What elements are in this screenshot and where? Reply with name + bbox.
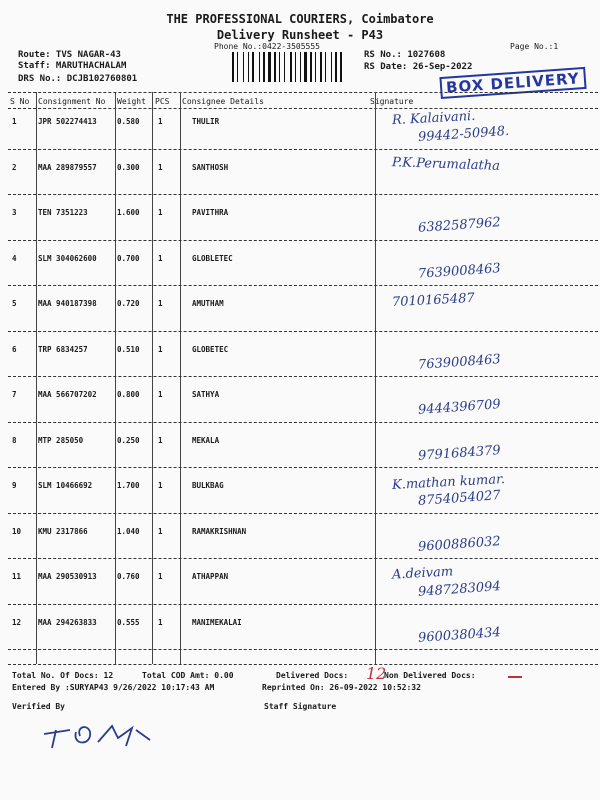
row-sno: 12 [12,617,22,627]
row-sno: 1 [12,117,17,126]
total-cod: Total COD Amt: 0.00 [142,671,234,680]
row-pcs: 1 [158,617,163,627]
row-sno: 10 [12,526,22,536]
row-weight: 0.300 [117,162,140,172]
non-delivered-dash [508,676,522,678]
row-divider [8,149,598,150]
row-consignment: TEN 7351223 [38,208,88,217]
row-weight: 0.700 [117,253,140,263]
barcode-bar [313,52,314,82]
barcode-bar [300,52,301,82]
row-weight: 0.510 [117,344,140,354]
row-sno: 5 [12,299,17,308]
barcode-bar [327,52,330,82]
row-divider [8,422,598,423]
row-pcs: 1 [158,299,163,308]
barcode-bar [331,52,332,82]
row-weight: 0.250 [117,435,140,445]
col-weight: Weight [117,97,146,106]
row-consignee: GLOBETEC [192,344,229,354]
barcode-bar [266,52,267,82]
barcode [232,52,354,82]
barcode-bar [293,52,294,82]
barcode-bar [302,52,303,82]
barcode-bar [252,52,254,82]
barcode-bar [340,52,342,82]
page-number: Page No.:1 [510,42,559,51]
barcode-bar [308,52,309,82]
row-consignee: ATHAPPAN [192,572,229,581]
box-delivery-stamp: BOX DELIVERY [439,67,586,99]
row-weight: 1.040 [117,526,140,536]
row-signature-phone: 9791684379 [417,442,502,464]
col-line [180,92,181,664]
delivered-count-handwritten: 12 [366,664,387,683]
company-title: THE PROFESSIONAL COURIERS, Coimbatore [166,12,434,26]
barcode-bar [250,52,251,82]
row-weight: 0.760 [117,572,140,581]
barcode-bar [248,52,249,82]
barcode-bar [261,52,262,82]
row-divider [8,376,598,377]
row-consignee: RAMAKRISHNAN [192,526,247,536]
row-pcs: 1 [158,526,163,536]
row-signature-phone: 9600886032 [417,533,502,555]
runsheet-title: Delivery Runsheet - P43 [216,28,384,42]
barcode-bar [232,52,234,82]
row-signature-phone: 9600380434 [417,624,502,646]
row-consignment: MAA 566707202 [38,390,97,399]
row-divider [8,240,598,241]
row-weight: 0.720 [117,299,140,308]
row-pcs: 1 [158,117,163,126]
row-signature-name: 7010165487 [391,290,476,311]
row-divider [8,604,598,605]
col-sno: S No [10,97,30,106]
row-signature-name: R. Kalaivani. [391,108,476,129]
col-line [36,92,37,664]
route: Route: TVS NAGAR-43 [18,50,121,60]
row-divider [8,649,598,650]
barcode-bar [315,52,316,82]
row-weight: 0.580 [117,117,140,126]
row-consignee: PAVITHRA [192,208,229,217]
rs-date: RS Date: 26-Sep-2022 [364,62,473,72]
row-weight: 1.600 [117,208,140,217]
row-consignment: SLM 304062600 [38,253,97,263]
row-divider [8,194,598,195]
row-signature-phone: 6382587962 [417,215,502,236]
row-consignment: MAA 289879557 [38,162,97,172]
header-divider-top [8,92,598,93]
row-consignment: MTP 285050 [38,435,84,445]
row-signature-name: K.mathan kumar. [391,472,506,493]
barcode-bar [235,52,236,82]
footer-divider [8,664,598,665]
row-divider [8,513,598,514]
barcode-bar [239,52,242,82]
barcode-bar [259,52,260,82]
drs-number: DRS No.: DCJB102760801 [18,74,138,84]
row-signature-phone: 8754054027 [417,488,502,509]
barcode-bar [320,52,322,82]
barcode-bar [284,52,285,82]
row-sno: 6 [12,344,17,354]
row-divider [8,331,598,332]
row-weight: 0.555 [117,617,140,627]
barcode-bar [304,52,307,82]
row-pcs: 1 [158,435,163,445]
barcode-bar [272,52,273,82]
delivered-docs: Delivered Docs: [276,671,349,680]
row-signature-name: P.K.Perumalatha [391,154,501,174]
row-divider [8,467,598,468]
rs-number: RS No.: 1027608 [364,50,446,60]
row-consignment: KMU 2317866 [38,526,88,536]
verifier-signature [40,712,170,752]
barcode-bar [297,52,299,82]
barcode-bar [268,52,271,82]
row-signature-phone: 99442-50948. [417,123,510,146]
barcode-bar [323,52,324,82]
barcode-bar [325,52,326,82]
barcode-bar [245,52,247,82]
row-weight: 1.700 [117,481,140,490]
barcode-bar [263,52,265,82]
col-consignment: Consignment No [38,97,106,106]
row-consignee: MANIMEKALAI [192,617,242,627]
row-divider [8,558,598,559]
row-consignment: MAA 294263833 [38,617,97,627]
row-signature-phone: 7639008463 [417,351,502,373]
barcode-bar [277,52,278,82]
barcode-bar [274,52,276,82]
row-sno: 2 [12,162,17,172]
row-consignee: GLOBLETEC [192,253,233,263]
row-consignee: SANTHOSH [192,162,229,172]
col-line [152,92,153,664]
row-consignee: AMUTHAM [192,299,224,308]
row-signature-phone: 9487283094 [417,579,502,600]
barcode-bar [281,52,283,82]
staff-signature-label: Staff Signature [264,702,337,711]
barcode-bar [286,52,289,82]
row-pcs: 1 [158,390,163,399]
row-consignment: SLM 10466692 [38,481,93,490]
row-sno: 4 [12,253,17,263]
row-weight: 0.800 [117,390,140,399]
row-consignment: TRP 6834257 [38,344,88,354]
barcode-bar [243,52,244,82]
row-sno: 11 [12,572,22,581]
row-sno: 8 [12,435,17,445]
barcode-bar [290,52,292,82]
barcode-bar [295,52,296,82]
col-consignee: Consignee Details [182,97,264,106]
row-pcs: 1 [158,162,163,172]
row-sno: 9 [12,481,17,490]
row-pcs: 1 [158,344,163,354]
row-sno: 7 [12,390,17,399]
col-line [375,92,376,664]
barcode-bar [279,52,280,82]
staff: Staff: MARUTHACHALAM [18,61,127,71]
row-consignee: MEKALA [192,435,220,445]
row-pcs: 1 [158,572,163,581]
verified-by: Verified By [12,702,65,711]
barcode-bar [310,52,312,82]
barcode-bar [317,52,319,82]
row-consignee: BULKBAG [192,481,224,490]
col-signature: Signature [370,97,414,106]
barcode-bar [237,52,238,82]
row-divider [8,285,598,286]
total-docs: Total No. Of Docs: 12 [12,671,114,680]
barcode-bar [338,52,339,82]
non-delivered-docs: Non Delivered Docs: [384,671,476,680]
header-divider-bottom [8,108,598,109]
barcode-bar [335,52,337,82]
row-signature-name: A.deivam [391,564,454,583]
col-pcs: PCS [155,97,170,106]
phone-number: Phone No.:0422-3505555 [214,42,320,51]
reprinted-on: Reprinted On: 26-09-2022 10:52:32 [262,683,421,692]
barcode-bar [255,52,258,82]
row-pcs: 1 [158,481,163,490]
entered-by: Entered By :SURYAP43 9/26/2022 10:17:43 AM [12,683,215,692]
row-pcs: 1 [158,253,163,263]
row-consignment: JPR 502274413 [38,117,97,126]
row-signature-phone: 9444396709 [417,397,502,418]
row-signature-phone: 7639008463 [417,260,502,282]
row-consignment: MAA 940187398 [38,299,97,308]
row-consignee: THULIR [192,117,220,126]
barcode-bar [333,52,334,82]
row-sno: 3 [12,208,17,217]
row-consignment: MAA 290530913 [38,572,97,581]
col-line [115,92,116,664]
row-consignee: SATHYA [192,390,220,399]
row-pcs: 1 [158,208,163,217]
